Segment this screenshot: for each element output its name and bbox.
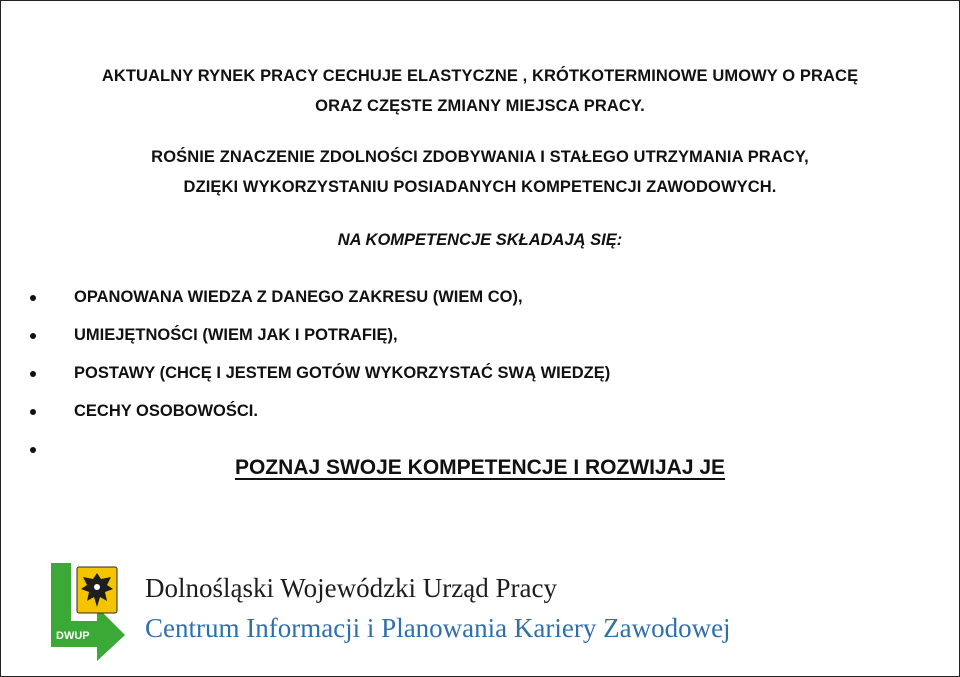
importance-line-2: DZIĘKI WYKORZYSTANIU POSIADANYCH KOMPETENCJI ZAWODOWYCH. <box>183 178 777 196</box>
organization-name: Dolnośląski Wojewódzki Urząd Pracy <box>145 573 557 603</box>
bullet-icon <box>30 333 36 339</box>
logo-text: DWUP <box>56 630 90 642</box>
bullet-icon <box>30 295 36 301</box>
list-item <box>1 433 959 453</box>
eagle-crescent-icon <box>94 584 100 590</box>
call-to-action-heading: POZNAJ SWOJE KOMPETENCJE I ROZWIJAJ JE <box>234 456 726 479</box>
competencies-list <box>1 281 959 453</box>
dwup-logo <box>45 561 129 661</box>
organization-unit: Centrum Informacji i Planowania Kariery Zawodowej <box>145 613 731 643</box>
dwup-logo-icon <box>45 561 129 661</box>
list-item <box>1 281 959 319</box>
importance-line-1: ROŚNIE ZNACZENIE ZDOLNOŚCI ZDOBYWANIA I STAŁEGO UTRZYMANIA PRACY, <box>151 148 809 166</box>
bullet-icon <box>30 409 36 415</box>
list-item-text: POSTAWY (CHCĘ I JESTEM GOTÓW WYKORZYSTAĆ SWĄ WIEDZĘ) <box>74 364 611 382</box>
bullet-icon <box>30 371 36 377</box>
list-item <box>1 319 959 357</box>
competencies-subheading: NA KOMPETENCJE SKŁADAJĄ SIĘ: <box>337 231 623 249</box>
intro-paragraph <box>1 61 959 121</box>
list-item <box>1 395 959 433</box>
importance-paragraph <box>1 142 959 202</box>
list-item-text: UMIEJĘTNOŚCI (WIEM JAK I POTRAFIĘ), <box>74 326 398 344</box>
intro-line-1: AKTUALNY RYNEK PRACY CECHUJE ELASTYCZNE , KRÓTKOTERMINOWE UMOWY O PRACĘ <box>101 67 859 85</box>
list-item-text: CECHY OSOBOWOŚCI. <box>74 402 258 420</box>
list-item <box>1 357 959 395</box>
list-item-text: OPANOWANA WIEDZA Z DANEGO ZAKRESU (WIEM CO), <box>74 288 523 306</box>
intro-line-2: ORAZ CZĘSTE ZMIANY MIEJSCA PRACY. <box>315 97 645 115</box>
